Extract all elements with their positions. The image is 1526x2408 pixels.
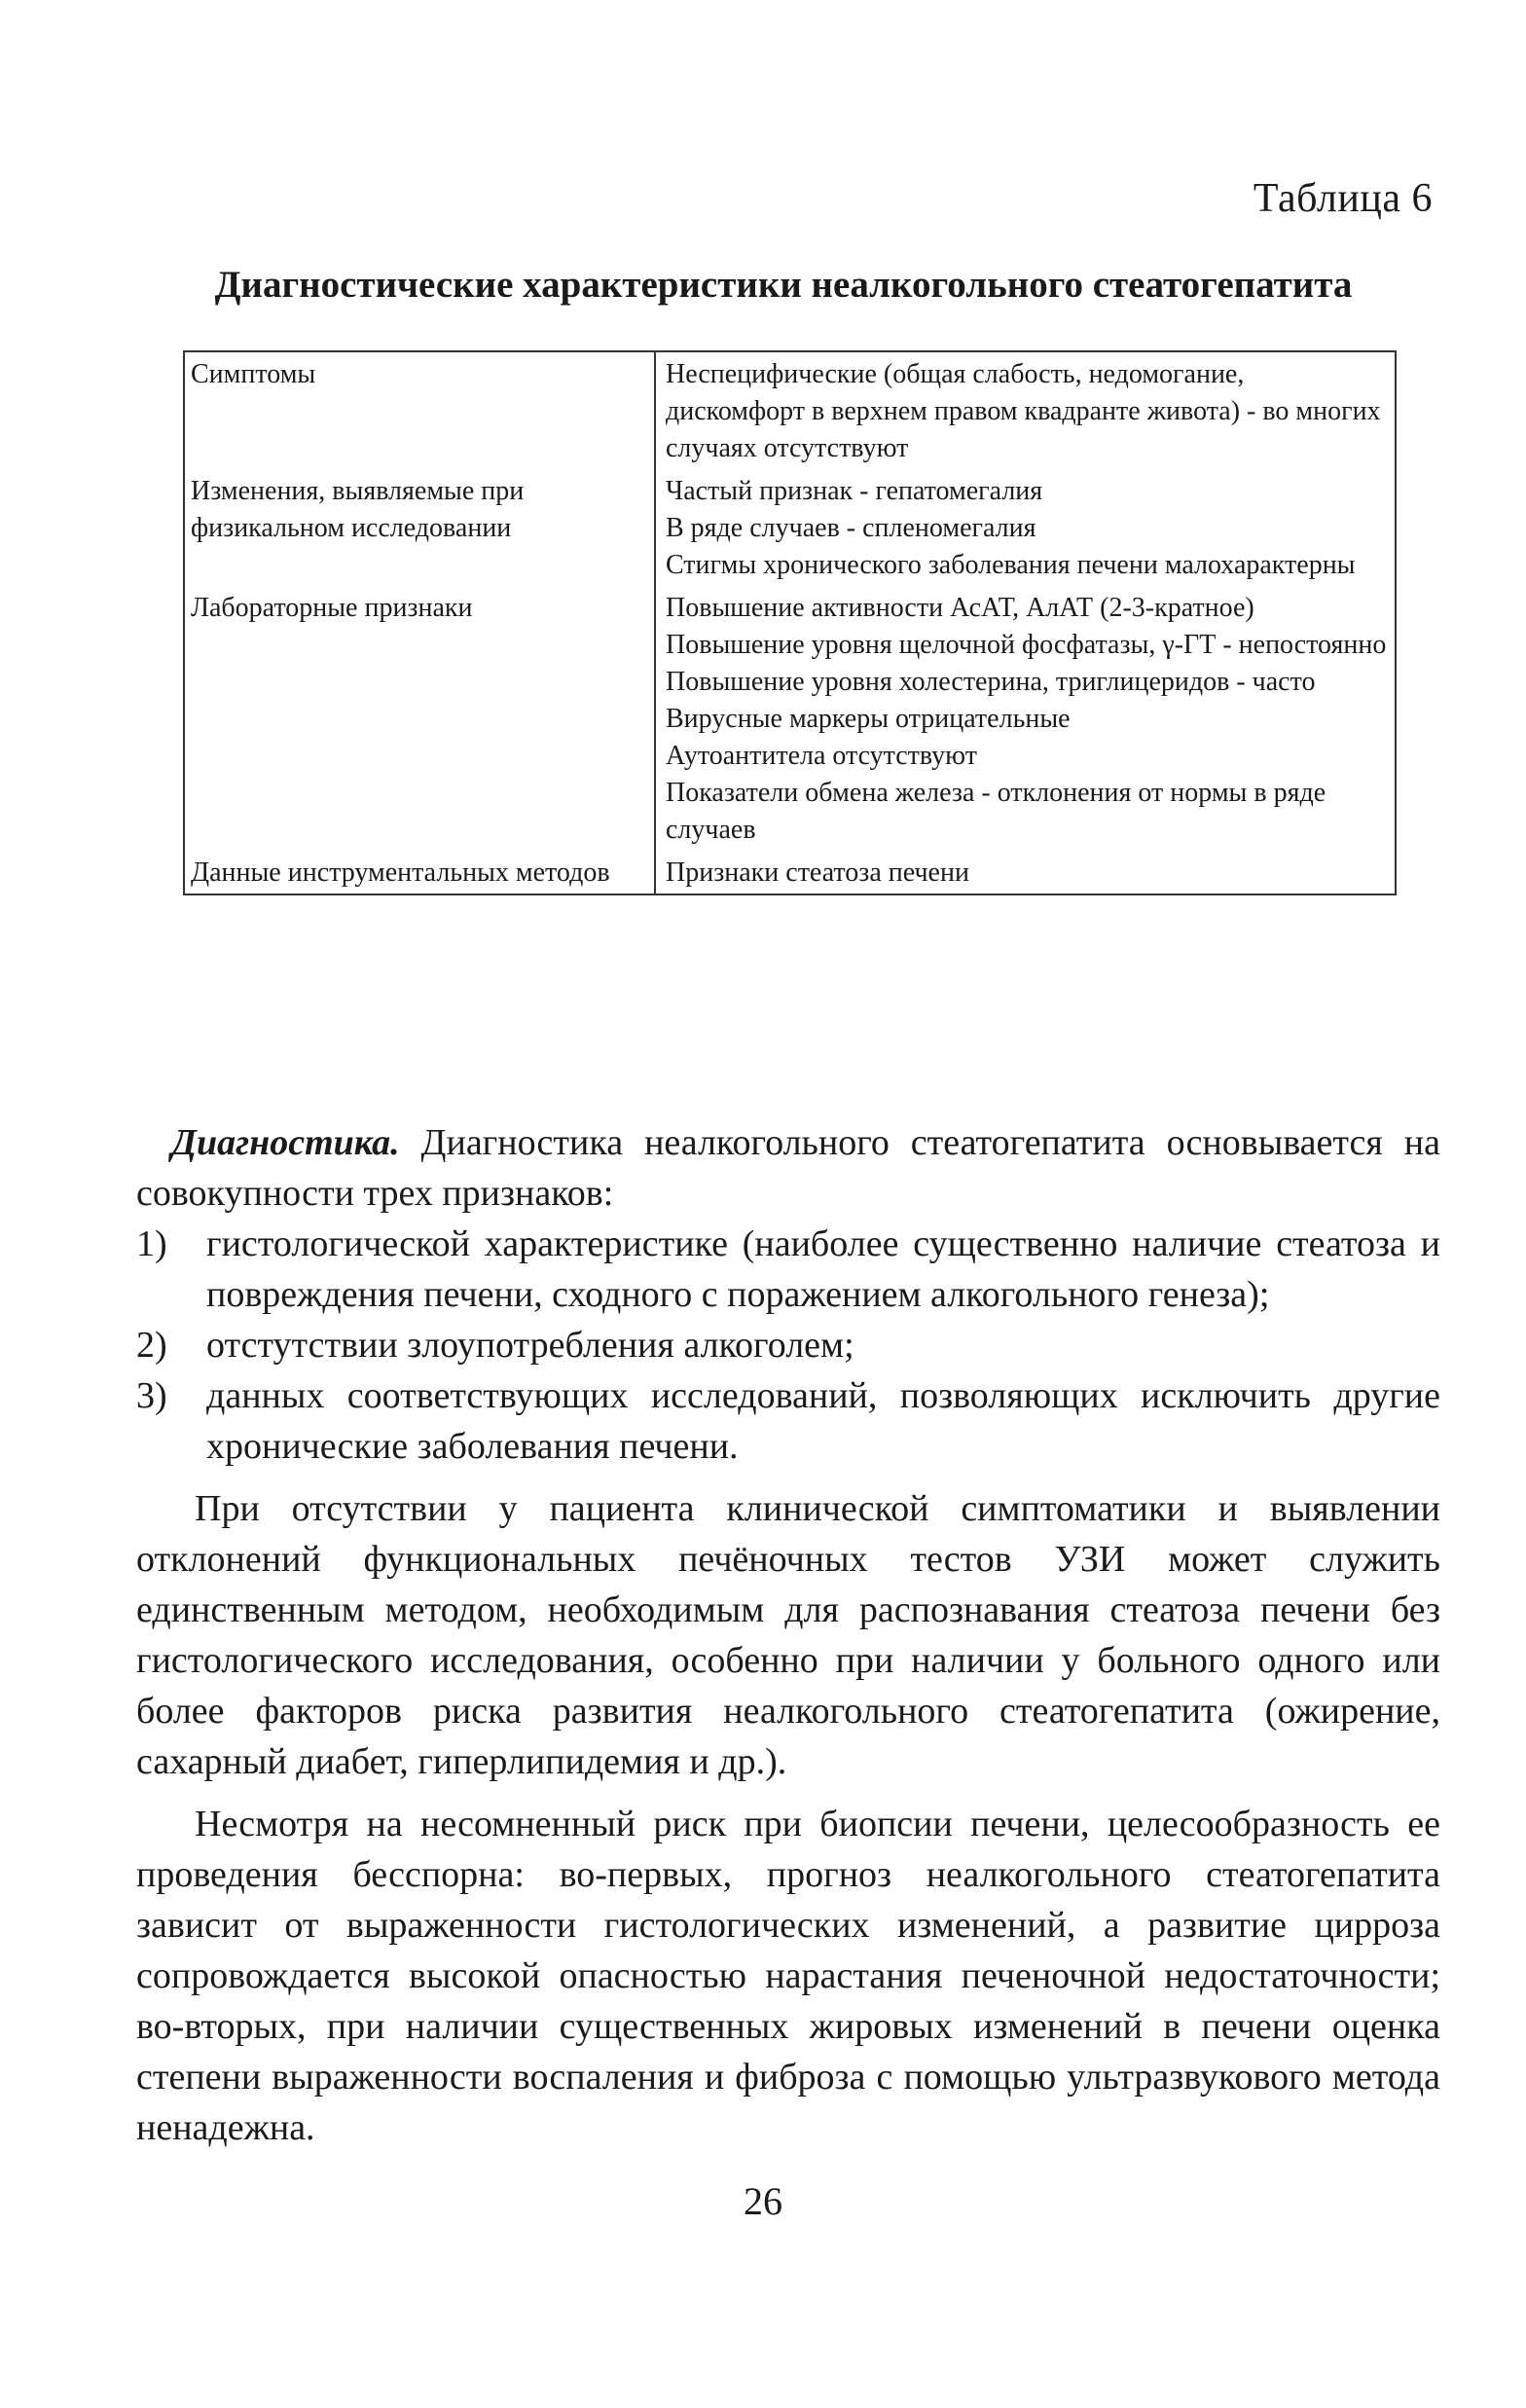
table-item: Неспецифические (общая слабость, недомогание, дискомфорт в верхнем правом квадранте живота) - во многих случаях отсутствуют [666, 359, 1381, 463]
list-text: отстутствии злоупотребления алкоголем; [206, 1325, 854, 1366]
table-item: В ряде случаев - спленомегалия [666, 513, 1036, 543]
table-row [185, 352, 1395, 469]
table-row [185, 851, 1395, 894]
list-number: 3) [136, 1375, 167, 1416]
table-item: Частый признак - гепатомегалия [666, 476, 1043, 506]
diagnostics-intro-text: Диагностика неалкогольного стеатогепатита основывается на совокупности трех признаков: [136, 1122, 1440, 1214]
table-label: Таблица 6 [1253, 176, 1433, 221]
diagnostics-lead: Диагностика. [171, 1122, 400, 1163]
table-title: Диагностические характеристики неалкогольного стеатогепатита [214, 264, 1353, 306]
table-category: Симптомы [185, 352, 656, 469]
table-row [185, 469, 1395, 586]
table-category: Лабораторные признаки [185, 586, 656, 851]
paragraph: Несмотря на несомненный риск при биопсии печени, целесообразность ее проведения бесспорна: во-первых, прогноз неалкогольного стеатогепатита зависит от выраженности гистологических изменений, а развитие цирроза сопровождается высокой опасностью нарастания печеночной недостаточности; во-вторых, при наличии существенных жировых изменений в печени оценка степени выраженности воспаления и фиброза с помощью ультразвукового метода ненадежна. [136, 1804, 1440, 2148]
list-number: 2) [136, 1325, 167, 1366]
table-items [656, 851, 1395, 894]
table-item: Признаки стеатоза печени [666, 857, 969, 888]
body-text [136, 1117, 1440, 2153]
list-item [136, 1219, 1440, 1320]
table-items [656, 586, 1395, 851]
list-item [136, 1320, 1440, 1370]
table-item: Повышение уровня холестерина, триглицеридов - часто [666, 667, 1316, 697]
criteria-list [136, 1219, 1440, 1472]
list-item [136, 1370, 1440, 1472]
table-row [185, 586, 1395, 851]
diagnostics-intro [136, 1117, 1440, 1219]
table-items [656, 352, 1395, 469]
table-items [656, 469, 1395, 586]
diagnostic-table [183, 350, 1397, 895]
table-category: Данные инструментальных методов [185, 851, 656, 894]
table-category: Изменения, выявляемые при физикальном исследовании [185, 469, 656, 586]
table-item: Повышение активности АсАТ, АлАТ (2-3-кратное) [666, 593, 1254, 623]
list-text: гистологической характеристике (наиболее существенно наличие стеатоза и повреждения печени, сходного с поражением алкогольного генеза); [206, 1223, 1440, 1315]
list-number: 1) [136, 1223, 167, 1264]
paragraph: При отсутствии у пациента клинической симптоматики и выявлении отклонений функциональных печёночных тестов УЗИ может служить единственным методом, необходимым для распознавания стеатоза печени без гистологического исследования, особенно при наличии у больного одного или более факторов риска развития неалкогольного стеатогепатита (ожирение, сахарный диабет, гиперлипидемия и др.). [136, 1488, 1440, 1782]
table-item: Вирусные маркеры отрицательные [666, 704, 1071, 734]
page-number: 26 [744, 2179, 782, 2223]
list-text: данных соответствующих исследований, позволяющих исключить другие хронические заболевания печени. [206, 1375, 1440, 1467]
table-item: Аутоантитела отсутствуют [666, 741, 977, 771]
table-item: Показатели обмена железа - отклонения от нормы в ряде случаев [666, 778, 1326, 845]
table-item: Повышение уровня щелочной фосфатазы, γ-ГТ - непостоянно [666, 630, 1387, 660]
table-item: Стигмы хронического заболевания печени малохарактерны [666, 550, 1356, 580]
